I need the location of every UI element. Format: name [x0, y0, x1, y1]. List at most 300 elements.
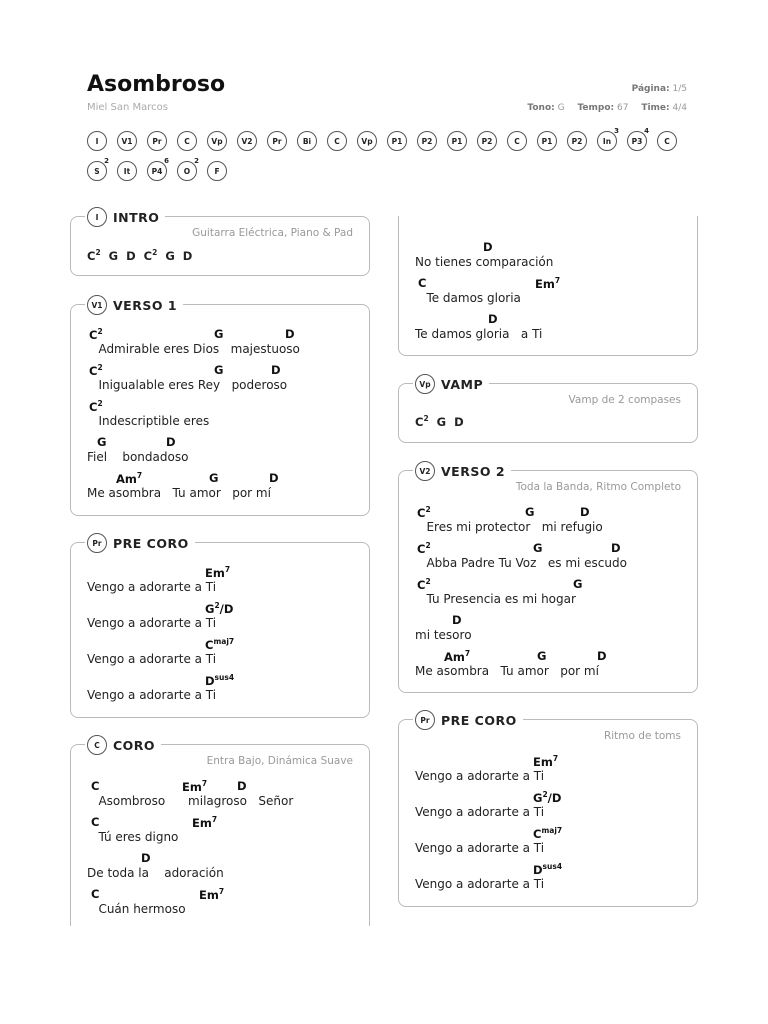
chord-root: D [611, 541, 621, 555]
chord-extension: 7 [552, 754, 559, 763]
roadmap-item[interactable] [417, 131, 437, 151]
chord-root: C [91, 779, 100, 793]
chord-row [415, 790, 705, 806]
chord-root: C [533, 826, 542, 841]
roadmap-repeat-count: 2 [194, 157, 199, 165]
roadmap-item-label: Bi [302, 136, 312, 146]
chord [199, 887, 224, 902]
chord-extension: 7 [136, 471, 143, 480]
lyric-line [415, 862, 705, 898]
chord [533, 826, 562, 841]
lyric-line [415, 613, 705, 649]
chord-root: C [91, 815, 100, 829]
section-title: PRE CORO [113, 535, 189, 551]
roadmap-item[interactable] [207, 131, 227, 151]
time-value: 4/4 [672, 103, 687, 113]
section-note: Vamp de 2 compases [568, 394, 681, 406]
chord-root: C [143, 248, 153, 263]
roadmap-item-label: P2 [571, 136, 583, 146]
chord [437, 415, 446, 429]
roadmap-item[interactable] [327, 131, 347, 151]
section-coro [70, 737, 370, 926]
chord-row [87, 399, 377, 415]
lyric-text: Te damos gloria [415, 291, 521, 305]
lyric-line [87, 673, 377, 709]
chord [417, 505, 431, 520]
section-header [85, 294, 183, 316]
chord [418, 276, 426, 290]
lyric-text: Vengo a adorarte a Ti [87, 652, 217, 666]
chord-root: G [214, 363, 224, 377]
section-header [413, 460, 511, 482]
chord [205, 565, 230, 580]
roadmap-item-label: C [514, 136, 520, 146]
chord-row [87, 601, 377, 617]
chord-root: D [488, 312, 498, 326]
chord-root: C [415, 414, 424, 429]
chord-root: Em [205, 565, 225, 580]
artist-name: Miel San Marcos [87, 102, 168, 113]
chord-root: D [182, 248, 193, 263]
lyric-text: Vengo a adorarte a Ti [415, 841, 545, 855]
chord-root: Em [533, 754, 553, 769]
section-note: Guitarra Eléctrica, Piano & Pad [192, 227, 353, 239]
chord [205, 673, 234, 688]
lyric-line [87, 363, 377, 399]
chord [483, 240, 493, 254]
chord-root: D [533, 862, 543, 877]
roadmap-item-label: C [664, 136, 670, 146]
lyric-text: Fiel bondadoso [87, 450, 189, 464]
chord-root: D [597, 649, 607, 663]
roadmap-item[interactable] [567, 131, 587, 151]
lyric-line [415, 754, 705, 790]
roadmap-item-label: P3 [631, 136, 643, 146]
roadmap-item-label: P2 [421, 136, 433, 146]
section-pre-coro [70, 535, 370, 718]
chord-extension: 7 [211, 815, 218, 824]
chord-root: D [580, 505, 590, 519]
section-title: VERSO 2 [441, 463, 506, 479]
chord-extension: 2 [152, 248, 158, 257]
chord-row [87, 565, 377, 581]
chord [452, 613, 462, 627]
chord-extension: 2 [423, 414, 429, 423]
section-badge: Vp [415, 374, 435, 394]
chord [192, 815, 217, 830]
chord-row [87, 363, 377, 379]
chord-root: D [205, 673, 215, 688]
chord-root: D [141, 851, 151, 865]
lyric-text: Abba Padre Tu Voz es mi escudo [415, 556, 627, 570]
roadmap-item[interactable] [657, 131, 677, 151]
lyric-text: mi tesoro [415, 628, 472, 642]
roadmap-item-label: V2 [241, 136, 253, 146]
chord [580, 505, 590, 519]
chord-root: C [89, 363, 98, 378]
chord-root: D [269, 471, 279, 485]
chord [269, 471, 279, 485]
lyric-text: Te damos gloria a Ti [415, 327, 543, 341]
roadmap-repeat-count: 2 [104, 157, 109, 165]
roadmap-item[interactable] [477, 131, 497, 151]
chord-root: C [418, 276, 427, 290]
chord-extension: 7 [464, 649, 471, 658]
time-label: Time: [641, 103, 670, 113]
chord-root: Em [535, 276, 555, 291]
section-header [413, 373, 489, 395]
chord [454, 415, 464, 429]
lyric-line [87, 851, 377, 887]
chord [109, 249, 118, 263]
chord-row [415, 505, 705, 521]
tempo-label: Tempo: [577, 103, 615, 113]
chord-extension: maj7 [213, 637, 235, 646]
lyric-line [87, 327, 377, 363]
chord-row [87, 637, 377, 653]
chord-row [87, 851, 377, 867]
chord-root: C [417, 541, 426, 556]
chord [537, 649, 546, 663]
song-title: Asombroso [87, 72, 226, 97]
section-badge: Pr [415, 710, 435, 730]
roadmap-item[interactable] [177, 131, 197, 151]
section-vamp [398, 376, 698, 443]
chord-extension: 2 [95, 248, 101, 257]
chord [182, 779, 207, 794]
chord-row [87, 435, 377, 451]
section-intro [70, 209, 370, 276]
section-title: VAMP [441, 376, 484, 392]
roadmap-row [87, 157, 687, 181]
section-verso-2 [398, 463, 698, 693]
chord [89, 399, 103, 414]
chord-root: D [126, 248, 136, 263]
section-verso-1 [70, 297, 370, 516]
chord-bass: /D [547, 790, 562, 805]
chord-root: D [285, 327, 295, 341]
chord-root: C [89, 399, 98, 414]
lyric-line [87, 565, 377, 601]
lyric-line [87, 435, 377, 471]
chord-row [87, 673, 377, 689]
page-label: Página: [631, 84, 670, 94]
roadmap-item-label: It [123, 166, 131, 176]
lyric-text: Cuán hermoso [87, 902, 186, 916]
roadmap-item-label: S [94, 166, 100, 176]
roadmap-item[interactable] [117, 161, 137, 181]
section-note: Ritmo de toms [603, 730, 681, 742]
chord [214, 363, 223, 377]
lyric-line [415, 276, 705, 312]
roadmap-item-label: Vp [211, 136, 223, 146]
lyric-text: Vengo a adorarte a Ti [415, 877, 545, 891]
roadmap-item[interactable] [237, 131, 257, 151]
chord-extension: 2 [97, 363, 103, 372]
chord [533, 862, 562, 877]
chord-root: D [483, 240, 493, 254]
key-value: G [557, 103, 565, 113]
roadmap-repeat-count: 3 [614, 127, 619, 135]
lyric-line [415, 240, 705, 276]
section-header [413, 709, 523, 731]
chord [205, 601, 233, 616]
section-badge: Pr [87, 533, 107, 553]
lyric-line [415, 505, 705, 541]
chord [165, 249, 174, 263]
roadmap-item-label: Vp [361, 136, 373, 146]
lyric-text: Vengo a adorarte a Ti [87, 688, 217, 702]
roadmap-item[interactable] [117, 131, 137, 151]
lyric-line [87, 779, 377, 815]
lyric-text: Vengo a adorarte a Ti [415, 769, 545, 783]
chord [183, 249, 193, 263]
chord-progression [415, 414, 472, 429]
roadmap-row [87, 127, 687, 151]
chord-extension: 7 [218, 887, 225, 896]
chord [533, 790, 561, 805]
chord-root: D [271, 363, 281, 377]
roadmap-item[interactable] [177, 157, 199, 181]
roadmap-item-label: P1 [541, 136, 553, 146]
lyric-text: Me asombra Tu amor por mí [415, 664, 599, 678]
chord-root: D [166, 435, 176, 449]
chord-root: D [454, 414, 464, 429]
chord-extension: 2 [425, 577, 431, 586]
roadmap-item-label: In [602, 136, 612, 146]
roadmap-item-label: O [183, 166, 191, 176]
roadmap-repeat-count: 6 [164, 157, 169, 165]
song-roadmap [87, 127, 687, 191]
chord-root: C [87, 248, 96, 263]
chord-root: Em [199, 887, 219, 902]
roadmap-item-label: P1 [451, 136, 463, 146]
lyric-text: Tu Presencia es mi hogar [415, 592, 576, 606]
section-header [85, 734, 161, 756]
lyric-text: Inigualable eres Rey poderoso [87, 378, 288, 392]
chord-root: C [417, 577, 426, 592]
chord [91, 887, 99, 901]
roadmap-item[interactable] [147, 131, 167, 151]
chord [415, 415, 429, 429]
section-title: CORO [113, 737, 156, 753]
tempo-value: 67 [617, 103, 629, 113]
chord-root: C [91, 887, 100, 901]
roadmap-item[interactable] [447, 131, 467, 151]
key-label: Tono: [527, 103, 555, 113]
chord-root: C [89, 327, 98, 342]
lyric-line [415, 312, 705, 348]
lyric-text: Asombroso milagroso Señor [87, 794, 294, 808]
roadmap-item-label: C [334, 136, 340, 146]
chord-extension: 2 [214, 601, 220, 610]
lyric-line [87, 815, 377, 851]
roadmap-item[interactable] [207, 161, 227, 181]
chord [533, 754, 558, 769]
chord-root: Em [182, 779, 202, 794]
lyric-line [87, 637, 377, 673]
chord-root: G [533, 541, 543, 555]
roadmap-item[interactable] [507, 131, 527, 151]
section-badge: V2 [415, 461, 435, 481]
chord [209, 471, 218, 485]
lyric-line [415, 826, 705, 862]
roadmap-item[interactable] [147, 157, 169, 181]
chord-root: C [205, 637, 214, 652]
chord [205, 637, 234, 652]
lyric-text: Eres mi protector mi refugio [415, 520, 603, 534]
section-title: PRE CORO [441, 712, 517, 728]
roadmap-item-label: P1 [391, 136, 403, 146]
lyric-line [415, 649, 705, 685]
chord-extension: 2 [97, 399, 103, 408]
chord [214, 327, 223, 341]
lyric-text: Admirable eres Dios majestuoso [87, 342, 300, 356]
chord-root: G [533, 790, 543, 805]
chord-row [415, 276, 705, 292]
roadmap-item[interactable] [387, 131, 407, 151]
lyric-line [415, 541, 705, 577]
lyric-text: No tienes comparación [415, 255, 554, 269]
roadmap-item-label: P4 [151, 166, 163, 176]
chord [525, 505, 534, 519]
roadmap-item-label: V1 [121, 136, 133, 146]
chord-root: C [417, 505, 426, 520]
chord [444, 649, 470, 664]
lyric-text: Indescriptible eres [87, 414, 210, 428]
roadmap-item[interactable] [87, 131, 107, 151]
roadmap-item-label: F [214, 166, 220, 176]
chord-root: G [209, 471, 219, 485]
lyric-text: Tú eres digno [87, 830, 179, 844]
roadmap-item[interactable] [297, 131, 317, 151]
chord-extension: maj7 [541, 826, 563, 835]
chord-bass: /D [219, 601, 234, 616]
chord-root: Am [116, 471, 137, 486]
chord [91, 815, 99, 829]
lyric-text: De toda la adoración [87, 866, 224, 880]
roadmap-item[interactable] [357, 131, 377, 151]
chord-row [87, 471, 377, 487]
chord-extension: 7 [224, 565, 231, 574]
chord [166, 435, 176, 449]
chord [573, 577, 582, 591]
chord [97, 435, 106, 449]
chord-root: D [237, 779, 247, 793]
chord-root: G [537, 649, 547, 663]
chord-root: G [573, 577, 583, 591]
chord-row [415, 754, 705, 770]
section-badge: I [87, 207, 107, 227]
chord-root: Am [444, 649, 465, 664]
lyric-text: Vengo a adorarte a Ti [87, 580, 217, 594]
chord-root: Em [192, 815, 212, 830]
chord-row [415, 862, 705, 878]
chord-root: G [436, 414, 447, 429]
chord-root: G [205, 601, 215, 616]
chord-extension: 2 [542, 790, 548, 799]
section-title: VERSO 1 [113, 297, 178, 313]
chord [126, 249, 136, 263]
chord-extension: 7 [201, 779, 208, 788]
roadmap-item[interactable] [627, 127, 649, 151]
roadmap-item[interactable] [537, 131, 557, 151]
lyric-line [87, 399, 377, 435]
chord [417, 577, 431, 592]
chord-row [87, 815, 377, 831]
lyric-text: Vengo a adorarte a Ti [87, 616, 217, 630]
chord-extension: 2 [97, 327, 103, 336]
chord-extension: 2 [425, 505, 431, 514]
page-value: 1/5 [672, 84, 687, 94]
chord [144, 249, 158, 263]
lyric-line [87, 471, 377, 507]
chord-row [415, 312, 705, 328]
section-note: Toda la Banda, Ritmo Completo [515, 481, 681, 493]
chord-row [415, 541, 705, 557]
chord [535, 276, 560, 291]
chord-row [87, 327, 377, 343]
roadmap-item[interactable] [597, 127, 619, 151]
roadmap-item[interactable] [87, 157, 109, 181]
section-header [85, 532, 195, 554]
section-coro-continued [398, 216, 698, 356]
roadmap-item-label: P2 [481, 136, 493, 146]
chord [533, 541, 542, 555]
chord-root: G [97, 435, 107, 449]
chord-root: D [452, 613, 462, 627]
roadmap-item-label: Pr [272, 136, 282, 146]
lyric-line [87, 887, 377, 923]
page-indicator [632, 84, 687, 94]
chord-root: G [108, 248, 119, 263]
chord-row [415, 649, 705, 665]
chord [91, 779, 99, 793]
roadmap-item-label: I [95, 136, 99, 146]
chord-root: G [165, 248, 175, 263]
chord-row [415, 240, 705, 256]
chord-row [415, 577, 705, 593]
chord-extension: 2 [425, 541, 431, 550]
chord [141, 851, 151, 865]
roadmap-repeat-count: 4 [644, 127, 649, 135]
chord [89, 327, 103, 342]
chord-row [87, 779, 377, 795]
chord-progression [87, 248, 200, 263]
roadmap-item-label: Pr [152, 136, 162, 146]
chord [597, 649, 607, 663]
chord-extension: sus4 [214, 673, 235, 682]
chord [611, 541, 621, 555]
song-meta [517, 103, 687, 113]
chord [87, 249, 101, 263]
chord-extension: 7 [554, 276, 561, 285]
chord-row [415, 826, 705, 842]
section-title: INTRO [113, 209, 160, 225]
chord [89, 363, 103, 378]
lyric-text: Me asombra Tu amor por mí [87, 486, 271, 500]
roadmap-item[interactable] [267, 131, 287, 151]
chord-row [415, 613, 705, 629]
chord-extension: sus4 [542, 862, 563, 871]
chord [237, 779, 247, 793]
chord [417, 541, 431, 556]
section-note: Entra Bajo, Dinámica Suave [206, 755, 353, 767]
chord [285, 327, 295, 341]
section-pre-coro-2 [398, 712, 698, 907]
lyric-line [87, 601, 377, 637]
chord-root: G [525, 505, 535, 519]
